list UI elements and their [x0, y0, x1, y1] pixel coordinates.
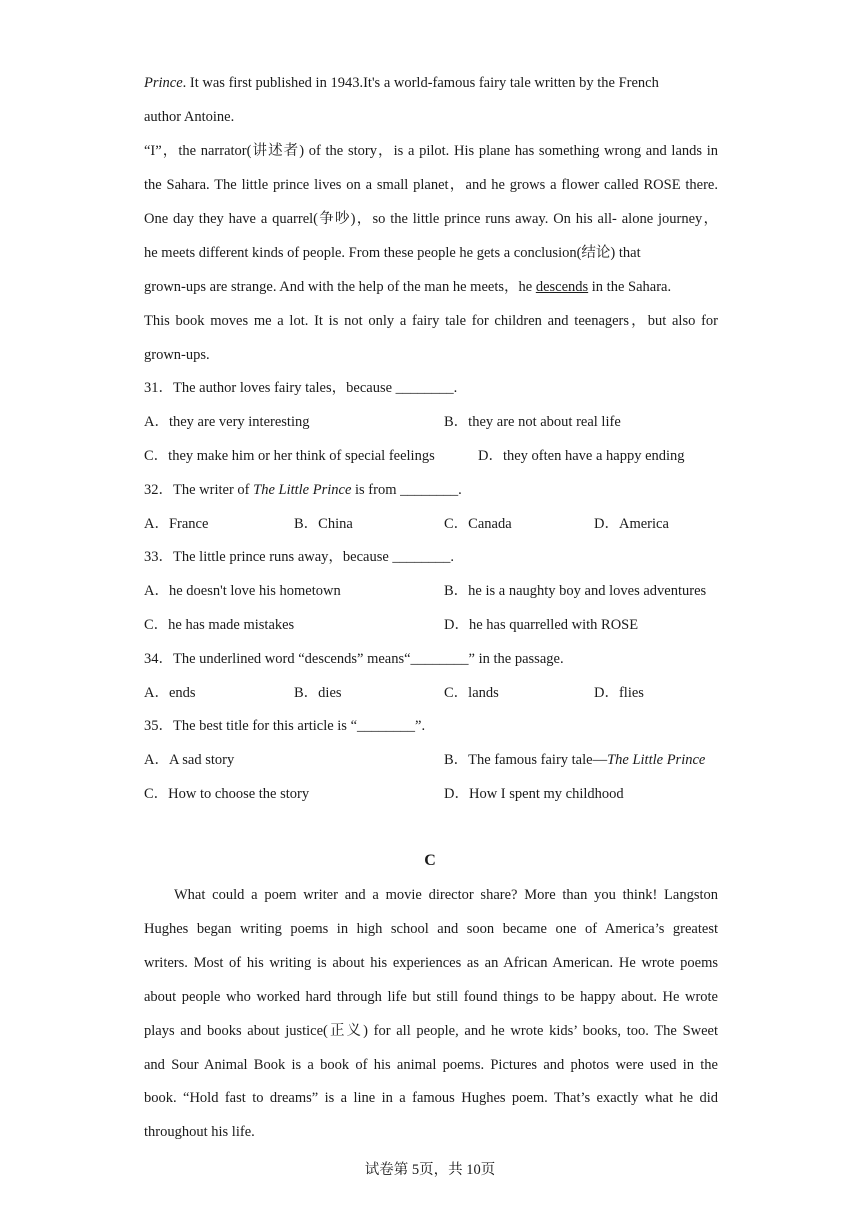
passage-c-line-3: writers. Most of his writing is about his experiences as an African American. He wrote poems — [144, 955, 718, 971]
question-33-option-d[interactable]: D．he has quarrelled with ROSE — [444, 617, 639, 633]
question-35-option-d[interactable]: D．How I spent my childhood — [444, 786, 624, 802]
passage-c-line-4: about people who worked hard through life but still found things to be happy about. He wrote — [144, 989, 718, 1005]
question-34-option-c[interactable]: C．lands — [444, 685, 499, 701]
question-32-stem — [144, 480, 462, 500]
passage-b-line-8: This book moves me a lot. It is not only a fairy tale for children and teenagers，but also for — [144, 313, 718, 329]
passage-b-line-9: grown-ups. — [144, 347, 210, 363]
question-34-stem: 34．The underlined word “descends” means“________” in the passage. — [144, 651, 564, 667]
section-c-heading: C — [424, 852, 436, 869]
question-35-option-c[interactable]: C．How to choose the story — [144, 786, 310, 802]
passage-b-line-5: One day they have a quarrel(争吵)，so the little prince runs away. On his all- alone journey， — [144, 211, 718, 227]
question-35-stem: 35．The best title for this article is “________”. — [144, 718, 426, 734]
passage-c-line-2: Hughes began writing poems in high school and soon became one of America’s greatest — [144, 921, 718, 937]
passage-b-text: . It was first published in 1943.It's a world-famous fairy tale written by the French — [182, 75, 659, 91]
passage-b-line-7 — [144, 277, 671, 297]
question-32-option-c[interactable]: C．Canada — [444, 516, 512, 532]
question-33-option-b[interactable]: B．he is a naughty boy and loves adventures — [444, 583, 707, 599]
question-33-stem: 33．The little prince runs away，because ________. — [144, 549, 455, 565]
question-35-option-a[interactable]: A．A sad story — [144, 752, 235, 768]
passage-b-line-4: the Sahara. The little prince lives on a small planet，and he grows a flower called ROSE there. — [144, 177, 718, 193]
question-31-option-b[interactable]: B．they are not about real life — [444, 414, 621, 430]
question-31-option-d[interactable]: D．they often have a happy ending — [478, 448, 685, 464]
passage-c-line-8: throughout his life. — [144, 1124, 255, 1140]
passage-b-line-2: author Antoine. — [144, 109, 235, 125]
question-31-option-a[interactable]: A．they are very interesting — [144, 414, 310, 430]
question-34-option-d[interactable]: D．flies — [594, 685, 644, 701]
passage-b-text: grown-ups are strange. And with the help of the man he meets，he — [144, 279, 536, 295]
passage-b-line-1 — [144, 73, 659, 93]
question-31-stem: 31．The author loves fairy tales，because ________. — [144, 380, 458, 396]
passage-c-line-1: What could a poem writer and a movie director share? More than you think! Langston — [174, 887, 718, 903]
passage-c-line-5: plays and books about justice(正义) for all people, and he wrote kids’ books, too. The Sweet — [144, 1023, 718, 1039]
question-text: is from ________. — [351, 482, 462, 498]
question-32-option-d[interactable]: D．America — [594, 516, 669, 532]
passage-c-line-6: and Sour Animal Book is a book of his animal poems. Pictures and photos were used in the — [144, 1057, 718, 1073]
question-32-option-b[interactable]: B．China — [294, 516, 353, 532]
question-text: 32．The writer of — [144, 482, 254, 498]
underlined-word-descends: descends — [535, 279, 589, 295]
question-34-option-a[interactable]: A．ends — [144, 685, 196, 701]
question-33-option-a[interactable]: A．he doesn't love his hometown — [144, 583, 341, 599]
question-33-option-c[interactable]: C．he has made mistakes — [144, 617, 295, 633]
passage-c-line-7: book. “Hold fast to dreams” is a line in a famous Hughes poem. That’s exactly what he did — [144, 1090, 718, 1106]
book-title: Prince — [144, 75, 183, 91]
question-32-option-a[interactable]: A．France — [144, 516, 209, 532]
question-31-option-c[interactable]: C．they make him or her think of special feelings — [144, 448, 435, 464]
passage-b-line-3: “I”，the narrator(讲述者) of the story，is a pilot. His plane has something wrong and lands in — [144, 143, 718, 159]
passage-b-line-6: he meets different kinds of people. From these people he gets a conclusion(结论) that — [144, 245, 641, 261]
book-title: The Little Prince — [253, 482, 352, 498]
page-footer: 试卷第 5页，共 10页 — [364, 1162, 496, 1178]
question-34-option-b[interactable]: B．dies — [294, 685, 342, 701]
option-text: B．The famous fairy tale— — [444, 752, 608, 768]
passage-b-text: in the Sahara. — [588, 279, 672, 295]
question-35-option-b[interactable] — [444, 750, 705, 770]
book-title: The Little Prince — [607, 752, 706, 768]
